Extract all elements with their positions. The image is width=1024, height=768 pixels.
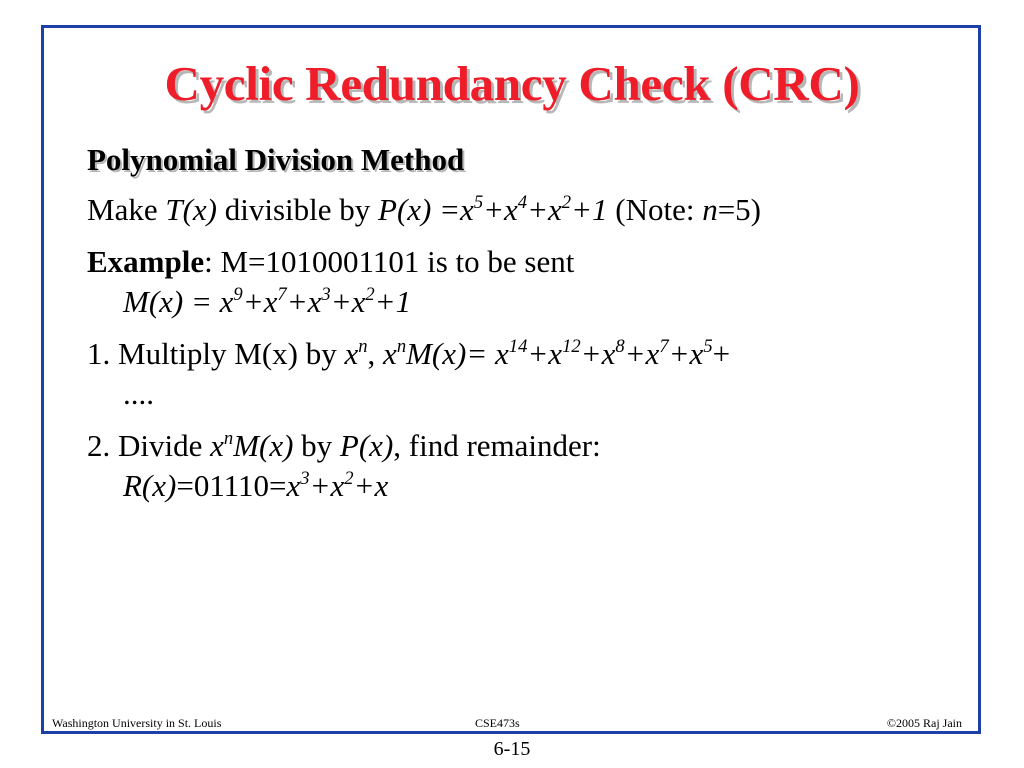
subheading: Polynomial Division Method xyxy=(87,142,465,177)
slide-title: Cyclic Redundancy Check (CRC) xyxy=(164,56,860,111)
step2-prefix: 2. Divide xyxy=(87,428,203,463)
bullet-example xyxy=(87,242,967,322)
xn-expr: $x^n$ xyxy=(344,336,368,371)
page-number: 6-15 xyxy=(493,738,531,760)
n-var: n xyxy=(702,192,718,227)
product-polynomial: $x^{14}+x^{12}+x^8+x^7+x^5$ xyxy=(495,336,713,371)
xn-mx-expr: $x^nM(x)=$ xyxy=(383,336,488,371)
example-text: : M=1010001101 is to be sent xyxy=(204,244,575,279)
bullet-step-divide: 2. Divide $x^nM(x)$ by P(x), find remainder: $R(x)=01110=x^3+x^2+x$ xyxy=(87,428,601,503)
slide-body xyxy=(87,140,967,506)
make-text: Make xyxy=(87,192,158,227)
mx-polynomial: $M(x) = x^9+x^7+x^3+x^2+1$ xyxy=(123,284,412,319)
px-polynomial: $P(x) =x^5+x^4+x^2+1$ xyxy=(378,192,608,227)
note-text: (Note: xyxy=(615,192,695,227)
n-value: =5) xyxy=(717,192,762,227)
divisible-text: divisible by xyxy=(224,192,371,227)
bullet-step-multiply: 1. Multiply M(x) by $x^n$, $x^nM(x)= x^{14}+x^{12}+x^8+x^7+x^5+$ .... xyxy=(87,336,731,411)
continuation-dots: .... xyxy=(123,376,154,411)
example-label: Example xyxy=(87,244,205,279)
bullet-make-divisible xyxy=(87,190,967,230)
step1-prefix: 1. Multiply M(x) by xyxy=(87,336,337,371)
px-expr: P(x) xyxy=(339,428,394,463)
remainder-polynomial: $x^3+x^2+x$ xyxy=(286,468,389,503)
footer-course: CSE473s xyxy=(475,716,520,730)
rx-expr: R(x) xyxy=(123,468,177,503)
footer-institution: Washington University in St. Louis xyxy=(52,716,222,730)
xn-mx-expr-2: $x^nM(x)$ xyxy=(210,428,294,463)
remainder-value: =01110= xyxy=(176,468,287,503)
tx-expr: T(x) xyxy=(165,192,217,227)
footer-copyright: ©2005 Raj Jain xyxy=(886,716,962,730)
